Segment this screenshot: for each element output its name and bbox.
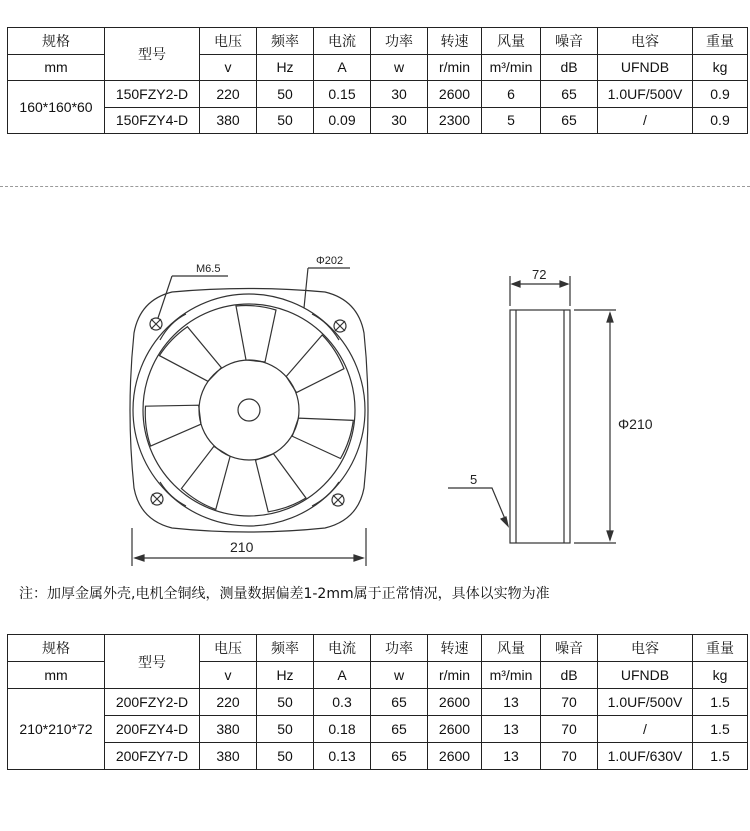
header-cell: 电容: [598, 635, 693, 662]
header-cell: 电流: [314, 635, 371, 662]
header-cell: 风量: [482, 28, 541, 55]
table-cell: 30: [371, 81, 428, 108]
header-cell: 噪音: [541, 635, 598, 662]
unit-cell: kg: [693, 54, 748, 81]
table-cell: 380: [200, 743, 257, 770]
table-cell: 1.5: [693, 716, 748, 743]
unit-cell: UFNDB: [598, 662, 693, 689]
table-cell: 0.9: [693, 107, 748, 134]
unit-cell: r/min: [428, 54, 482, 81]
unit-cell: A: [314, 54, 371, 81]
unit-cell: mm: [8, 54, 105, 81]
arrow-icon: [560, 281, 568, 287]
header-cell: 功率: [371, 635, 428, 662]
header-row: [8, 635, 748, 662]
unit-cell: w: [371, 662, 428, 689]
fan-hub: [199, 360, 299, 460]
fan-blade: [278, 335, 347, 402]
header-cell: 电容: [598, 28, 693, 55]
header-cell: 转速: [428, 635, 482, 662]
fan-blade: [141, 394, 205, 446]
label-m65: M6.5: [196, 263, 221, 275]
table-cell: 1.0UF/500V: [598, 81, 693, 108]
arrow-icon: [354, 555, 363, 561]
spec-table-210: [7, 634, 748, 770]
unit-cell: v: [200, 54, 257, 81]
table-cell: 200FZY7-D: [105, 743, 200, 770]
section-divider: [0, 186, 750, 187]
label-5: 5: [470, 472, 478, 487]
housing-corner-arc: [160, 482, 186, 506]
table-row: [8, 81, 748, 108]
header-cell: 电压: [200, 635, 257, 662]
mounting-hole-icon: [151, 493, 163, 505]
table-cell: 1.5: [693, 743, 748, 770]
fan-blade: [236, 306, 276, 363]
arrow-icon: [512, 281, 520, 287]
table-cell: 150FZY2-D: [105, 81, 200, 108]
fan-blade: [246, 448, 307, 516]
label-210: 210: [230, 539, 254, 555]
header-cell: 型号: [105, 635, 200, 689]
table-row: [8, 716, 748, 743]
note-text: 注：加厚金属外壳,电机全铜线，测量数据偏差1-2mm属于正常情况，具体以实物为准: [19, 586, 550, 602]
table-row: [8, 107, 748, 134]
table-cell: 1.0UF/630V: [598, 743, 693, 770]
table-cell: 150FZY4-D: [105, 107, 200, 134]
table-cell: 200FZY4-D: [105, 716, 200, 743]
table-cell: /: [598, 716, 693, 743]
unit-cell: Hz: [257, 54, 314, 81]
table-cell: 2600: [428, 743, 482, 770]
label-phi210: Φ210: [618, 416, 653, 432]
header-row: [8, 28, 748, 55]
unit-cell: mm: [8, 662, 105, 689]
table-cell: 50: [257, 716, 314, 743]
header-cell: 重量: [693, 28, 748, 55]
table-cell: 0.15: [314, 81, 371, 108]
unit-cell: w: [371, 54, 428, 81]
table-cell: 70: [541, 689, 598, 716]
fan-blade: [290, 408, 354, 460]
table-cell: 2300: [428, 107, 482, 134]
table-cell: 2600: [428, 716, 482, 743]
header-cell: 型号: [105, 28, 200, 81]
table-cell: 50: [257, 81, 314, 108]
table-cell: 70: [541, 716, 598, 743]
label-phi202: Φ202: [316, 255, 344, 267]
size-cell: 210*210*72: [8, 689, 105, 770]
table-cell: 0.13: [314, 743, 371, 770]
arrow-icon: [135, 555, 144, 561]
table-cell: 65: [371, 743, 428, 770]
arrow-icon: [607, 313, 613, 322]
table-cell: 5: [482, 107, 541, 134]
fan-housing-outline: [130, 289, 368, 533]
header-cell: 电压: [200, 28, 257, 55]
header-cell: 风量: [482, 635, 541, 662]
table-cell: 30: [371, 107, 428, 134]
table-cell: 0.9: [693, 81, 748, 108]
table-cell: 50: [257, 107, 314, 134]
table-cell: 2600: [428, 81, 482, 108]
unit-cell: m³/min: [482, 662, 541, 689]
table-cell: 70: [541, 743, 598, 770]
table-cell: 1.5: [693, 689, 748, 716]
table-cell: 65: [541, 107, 598, 134]
table-cell: 0.18: [314, 716, 371, 743]
table-row: [8, 743, 748, 770]
table-cell: 65: [371, 716, 428, 743]
leader-line: [158, 276, 228, 318]
header-cell: 功率: [371, 28, 428, 55]
table-cell: 65: [541, 81, 598, 108]
header-cell: 重量: [693, 635, 748, 662]
header-cell: 频率: [257, 28, 314, 55]
table-cell: 380: [200, 107, 257, 134]
table-cell: 220: [200, 81, 257, 108]
table-cell: 1.0UF/500V: [598, 689, 693, 716]
unit-cell: Hz: [257, 662, 314, 689]
table-cell: 2600: [428, 689, 482, 716]
table-cell: 380: [200, 716, 257, 743]
table-cell: 200FZY2-D: [105, 689, 200, 716]
label-72: 72: [532, 267, 547, 282]
mounting-hole-icon: [150, 318, 162, 330]
dimension-line: [574, 310, 616, 543]
header-cell: 频率: [257, 635, 314, 662]
table-cell: 13: [482, 689, 541, 716]
table-cell: /: [598, 107, 693, 134]
table-cell: 0.09: [314, 107, 371, 134]
arrow-icon: [607, 531, 613, 540]
fan-hub-center: [238, 399, 260, 421]
unit-cell: dB: [541, 662, 598, 689]
table-cell: 13: [482, 743, 541, 770]
header-cell: 电流: [314, 28, 371, 55]
header-cell: 噪音: [541, 28, 598, 55]
unit-cell: A: [314, 662, 371, 689]
mounting-hole-icon: [332, 494, 344, 506]
leader-line: [304, 268, 350, 308]
table-cell: 6: [482, 81, 541, 108]
table-cell: 220: [200, 689, 257, 716]
table-cell: 0.3: [314, 689, 371, 716]
unit-cell: v: [200, 662, 257, 689]
leader-line: [448, 488, 508, 526]
fan-blade: [159, 324, 228, 390]
unit-cell: dB: [541, 54, 598, 81]
header-cell: 规格: [8, 635, 105, 662]
table-cell: 50: [257, 689, 314, 716]
table-cell: 65: [371, 689, 428, 716]
unit-cell: kg: [693, 662, 748, 689]
header-cell: 规格: [8, 28, 105, 55]
unit-cell: r/min: [428, 662, 482, 689]
unit-cell: m³/min: [482, 54, 541, 81]
arrow-icon: [501, 517, 508, 526]
table-cell: 50: [257, 743, 314, 770]
unit-cell: UFNDB: [598, 54, 693, 81]
table-row: [8, 689, 748, 716]
spec-table-150: [7, 27, 748, 134]
header-cell: 转速: [428, 28, 482, 55]
size-cell: 160*160*60: [8, 81, 105, 134]
fan-blade: [179, 442, 239, 510]
table-cell: 13: [482, 716, 541, 743]
fan-diagram: [0, 240, 750, 570]
fan-side-view: [510, 310, 570, 543]
mounting-hole-icon: [334, 320, 346, 332]
